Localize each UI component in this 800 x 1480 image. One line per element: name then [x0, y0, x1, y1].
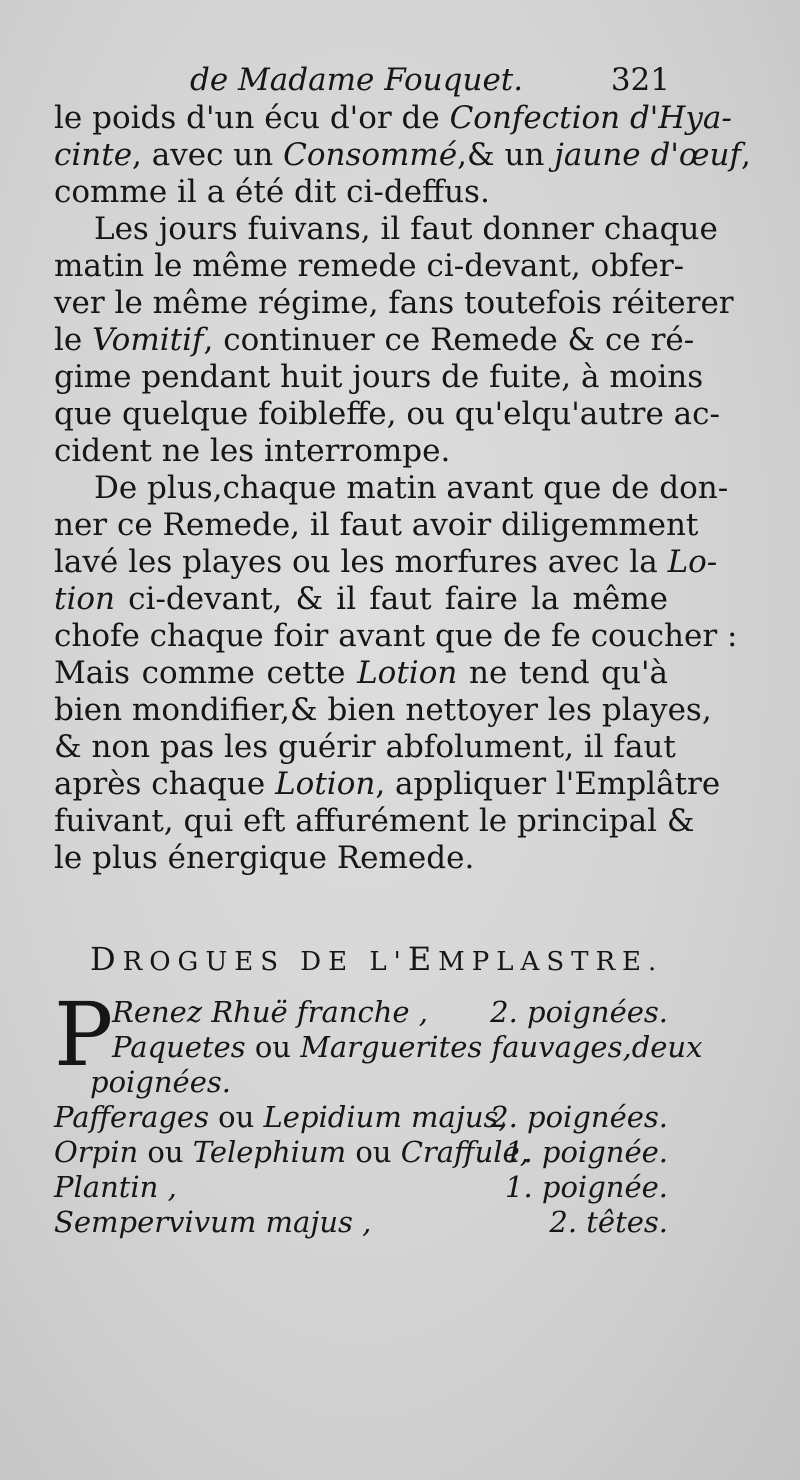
text-line: cinte, avec un Consommé,& un jaune d'œuf,: [54, 137, 751, 173]
text-line: matin le même remede ci-devant, obfer-: [54, 248, 685, 284]
drug-quantity: 1. poignée.: [505, 1135, 668, 1169]
running-title: de Madame Fouquet.: [190, 62, 524, 98]
text-line: ner ce Remede, il faut avoir diligemment: [54, 507, 699, 543]
text-line: & non pas les guérir abfolument, il faut: [54, 729, 676, 765]
text-line: le poids d'un écu d'or de Confection d'Hya-: [54, 100, 732, 136]
text-line: lavé les playes ou les morfures avec la Lo-: [54, 544, 718, 580]
drug-name: Sempervivum majus ,: [54, 1205, 372, 1239]
paragraph-3: [54, 470, 738, 877]
drug-quantity: poignées.: [90, 1065, 231, 1099]
text-line: que quelque foibleffe, ou qu'elqu'autre ac-: [54, 396, 720, 432]
text-line: ver le même régime, fans toutefois réiterer: [54, 285, 734, 321]
text-line: bien mondifier,& bien nettoyer les playes,: [54, 692, 712, 728]
text-line: fuivant, qui eft affurément le principal &: [54, 803, 695, 839]
text-line: après chaque Lotion, appliquer l'Emplâtre: [54, 766, 721, 802]
list-item: [54, 1170, 668, 1205]
drug-quantity: 2. poignées.: [490, 995, 668, 1029]
drug-quantity: 2. poignées.: [490, 1100, 668, 1134]
list-item: [54, 1100, 668, 1135]
drug-quantity: 2. têtes.: [549, 1205, 668, 1239]
body-text: [54, 100, 751, 877]
list-item: [54, 1205, 668, 1240]
drug-list: [54, 983, 703, 1240]
section-heading: DROGUES DE L'EMPLASTRE.: [90, 940, 664, 978]
text-line: comme il a été dit ci-deffus.: [54, 174, 490, 210]
text-line: Mais comme cette Lotion ne tend qu'à: [54, 655, 668, 691]
text-line: De plus,chaque matin avant que de don-: [94, 470, 729, 506]
drug-name: Renez Rhuë franche ,: [112, 995, 428, 1029]
paragraph-2: [54, 211, 734, 470]
drop-cap: P: [54, 983, 114, 1086]
text-line: Les jours fuivans, il faut donner chaque: [94, 211, 718, 247]
text-line: gime pendant huit jours de fuite, à moins: [54, 359, 704, 395]
text-line: cident ne les interrompe.: [54, 433, 451, 469]
list-item: [54, 1065, 668, 1100]
text-line: le Vomitif, continuer ce Remede & ce ré-: [54, 322, 695, 358]
list-item: [54, 995, 668, 1030]
list-item: [54, 1030, 703, 1065]
text-line: le plus énergique Remede.: [54, 840, 475, 876]
page-number: 321: [610, 62, 670, 98]
drug-name: Paquetes ou Marguerites fauvages,deux: [112, 1030, 703, 1064]
text-line: tion ci-devant, & il faut faire la même: [54, 581, 668, 617]
text-line: chofe chaque foir avant que de fe coucher :: [54, 618, 738, 654]
paragraph-1: [54, 100, 751, 211]
drug-name: Orpin ou Telephium ou Craffule,: [54, 1135, 529, 1169]
drug-name: Pafferages ou Lepidium majus,: [54, 1100, 508, 1134]
drug-name: Plantin ,: [54, 1170, 177, 1204]
drug-quantity: 1. poignée.: [505, 1170, 668, 1204]
list-item: [54, 1135, 668, 1170]
